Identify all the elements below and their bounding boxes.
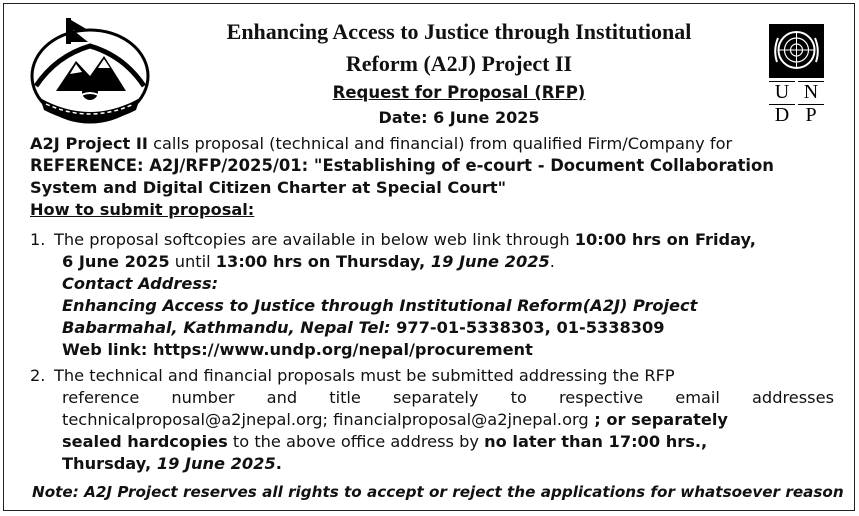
undp-letter-d: D [769, 104, 795, 124]
footer-note: Note: A2J Project reserves all rights to accept or reject the applications for whatsoever reason [32, 483, 844, 501]
nepal-emblem-icon [26, 16, 154, 126]
item2-line4: sealed hardcopies to the above office address by no later than 17:00 hrs., [62, 432, 708, 451]
intro-line: A2J Project II calls proposal (technical and financial) from qualified Firm/Company for [30, 134, 733, 153]
item1-line1: The proposal softcopies are available in below web link through 10:00 hrs on Friday, [54, 230, 756, 249]
contact-org: Enhancing Access to Justice through Institutional Reform(A2J) Project [62, 296, 698, 315]
rfp-date: Date: 6 June 2025 [378, 108, 540, 127]
rfp-heading: Request for Proposal (RFP) [332, 83, 586, 102]
item2-line1: The technical and financial proposals must be submitted addressing the RFP [54, 366, 675, 385]
item2-line2: reference number and title separately to respective email addresses [62, 388, 834, 407]
project-title-line2: Reform (A2J) Project II [345, 51, 573, 76]
web-link[interactable]: Web link: https://www.undp.org/nepal/procurement [62, 340, 533, 359]
item2-line3: technicalproposal@a2jnepal.org; financialproposal@a2jnepal.org ; or separately [62, 410, 728, 429]
undp-logo [769, 24, 824, 124]
un-emblem-icon [769, 24, 824, 78]
how-to-submit-heading: How to submit proposal: [30, 200, 255, 219]
undp-letter-n: N [798, 81, 824, 101]
project-title-line1: Enhancing Access to Justice through Institutional [226, 19, 692, 44]
undp-letter-u: U [769, 81, 795, 101]
rfp-notice [3, 3, 855, 511]
reference-line1: REFERENCE: A2J/RFP/2025/01: "Establishing of e-court - Document Collaboration [30, 156, 774, 175]
item2-number: 2. [30, 366, 46, 385]
undp-letter-p: P [798, 104, 824, 124]
item2-line5: Thursday, 19 June 2025. [62, 454, 282, 473]
reference-line2: System and Digital Citizen Charter at Special Court" [30, 178, 507, 197]
item1-number: 1. [30, 230, 46, 249]
contact-address: Babarmahal, Kathmandu, Nepal Tel: 977-01-5338303, 01-5338309 [62, 318, 665, 337]
contact-label: Contact Address: [62, 274, 219, 293]
item1-line2: 6 June 2025 until 13:00 hrs on Thursday, 19 June 2025. [62, 252, 555, 271]
